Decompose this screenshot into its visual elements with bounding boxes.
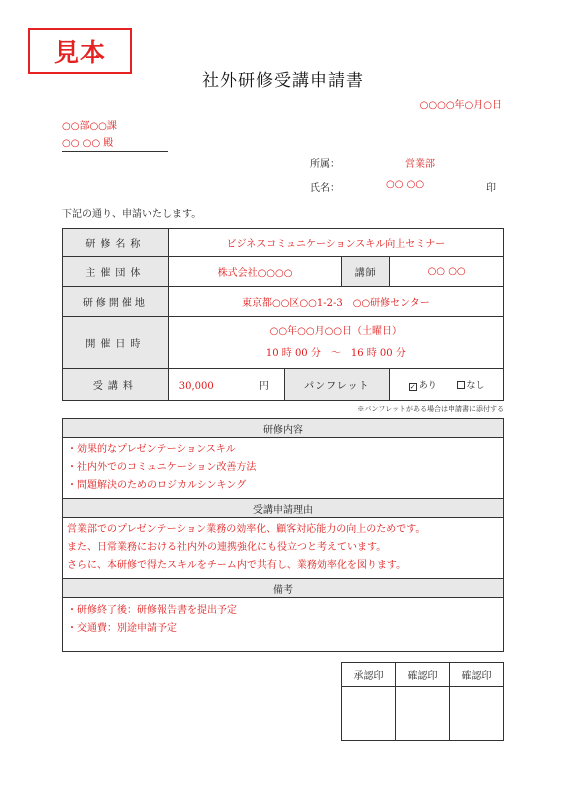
pamphlet-yes-checkbox[interactable]: ✓ — [409, 383, 416, 391]
time-value: 10 時 00 分 ～ 16 時 00 分 — [265, 347, 406, 359]
remarks-item: ・研修終了後：研修報告書を提出予定 — [67, 605, 237, 616]
reason-line: 営業部でのプレゼンテーション業務の効率化、顧客対応能力の向上のためです。 — [67, 524, 426, 535]
affiliation-label: 所属： — [310, 159, 340, 170]
sample-stamp: 見本 — [28, 28, 132, 74]
confirmation-stamp-box[interactable] — [450, 687, 504, 741]
content-item: ・社内外でのコミュニケーション改善方法 — [67, 462, 257, 473]
pamphlet-no-label: なし — [466, 381, 485, 391]
course-label: 研修名称 — [63, 229, 169, 257]
reason-body — [63, 518, 504, 579]
reason-line: さらに、本研修で得たスキルをチーム内で共有し、業務効率化を図ります。 — [67, 560, 407, 571]
venue-label: 研修開催地 — [63, 287, 169, 317]
content-header: 研修内容 — [63, 419, 504, 438]
name-label: 氏名： — [310, 183, 340, 194]
reason-header: 受講申請理由 — [63, 499, 504, 518]
datetime-row — [63, 317, 504, 369]
lecturer-label: 講師 — [342, 257, 390, 287]
reason-line: また、日常業務における社内外の連携強化にも役立つと考えています。 — [67, 542, 387, 553]
datetime-cell — [168, 317, 503, 369]
training-info-table — [62, 228, 504, 401]
fee-unit: 円 — [258, 381, 269, 392]
pamphlet-options — [390, 369, 504, 401]
venue-row — [63, 287, 504, 317]
pamphlet-no-checkbox[interactable] — [457, 381, 465, 389]
remarks-header: 備考 — [63, 579, 504, 598]
date-value: ○○年○○月○○日（土曜日） — [269, 325, 403, 337]
organizer-row — [63, 257, 504, 287]
recipient-department: ○○部○○課 — [62, 121, 117, 132]
course-value: ビジネスコミュニケーションスキル向上セミナー — [168, 229, 503, 257]
pamphlet-yes-label: あり — [418, 381, 437, 391]
intro-text: 下記の通り、申請いたします。 — [62, 209, 202, 220]
document-title: 社外研修受講申請書 — [202, 71, 364, 91]
venue-value: 東京都○○区○○1-2-3 ○○研修センター — [168, 287, 503, 317]
fee-row — [63, 369, 504, 401]
course-row — [63, 229, 504, 257]
seal-mark: 印 — [486, 183, 496, 194]
approval-header: 承認印 — [342, 663, 396, 687]
content-item: ・問題解決のためのロジカルシンキング — [67, 480, 247, 491]
fee-cell — [168, 369, 284, 401]
pamphlet-label: パンフレット — [284, 369, 390, 401]
organizer-value: 株式会社○○○○ — [168, 257, 342, 287]
datetime-label: 開催日時 — [63, 317, 169, 369]
content-body — [63, 438, 504, 499]
fee-label: 受講料 — [63, 369, 169, 401]
approval-table — [341, 662, 504, 741]
approval-stamp-box[interactable] — [342, 687, 396, 741]
remarks-body — [63, 598, 504, 652]
confirmation-header: 確認印 — [450, 663, 504, 687]
confirmation-stamp-box[interactable] — [396, 687, 450, 741]
organizer-label: 主催団体 — [63, 257, 169, 287]
name-value: ○○ ○○ — [386, 179, 425, 190]
application-date: ○○○○年○月○日 — [419, 100, 502, 111]
fee-value: 30,000 — [178, 381, 214, 392]
confirmation-header: 確認印 — [396, 663, 450, 687]
lecturer-value: ○○ ○○ — [390, 257, 504, 287]
recipient-underline — [62, 151, 168, 152]
remarks-item: ・交通費：別途申請予定 — [67, 623, 177, 634]
affiliation-value: 営業部 — [405, 159, 435, 170]
recipient-name: ○○ ○○ 殿 — [62, 138, 114, 149]
details-table — [62, 418, 504, 652]
content-item: ・効果的なプレゼンテーションスキル — [67, 444, 236, 455]
pamphlet-note: ※パンフレットがある場合は申請書に添付する — [357, 405, 504, 413]
